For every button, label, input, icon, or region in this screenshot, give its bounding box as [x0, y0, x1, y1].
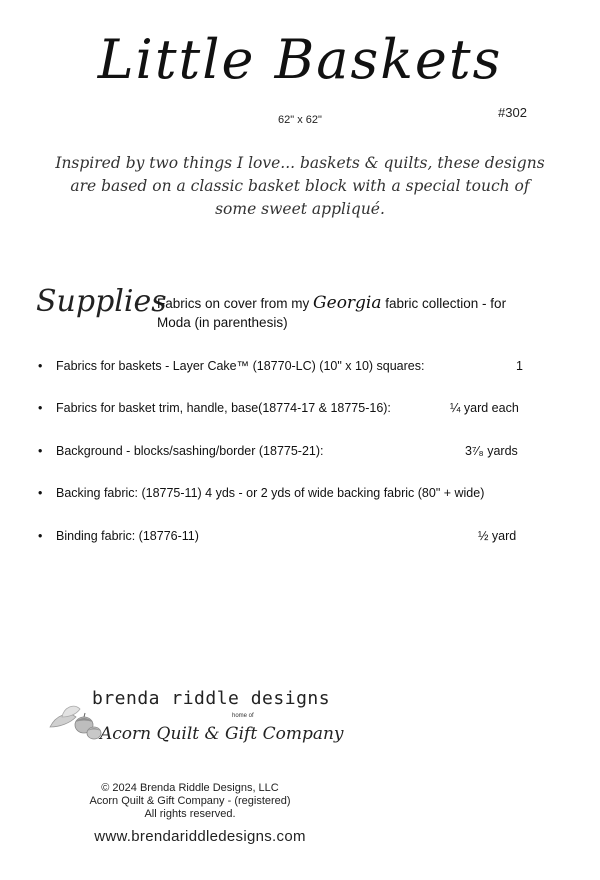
copyright-notice: [60, 782, 320, 821]
supply-text: Binding fabric: (18776-11): [56, 529, 199, 543]
supply-text: Backing fabric: (18775-11) 4 yds - or 2 yds of wide backing fabric (80" + wide): [56, 486, 485, 500]
home-of-label: home of: [232, 713, 254, 719]
quilt-size: 62" x 62": [278, 114, 322, 126]
supply-quantity: ½ yard: [478, 529, 517, 543]
supply-text: Fabrics for baskets - Layer Cake™ (18770-LC) (10" x 10) squares:: [56, 359, 425, 373]
brand-name: brenda riddle designs: [92, 688, 331, 709]
supplies-heading: Supplies: [36, 284, 167, 319]
company-name: Acorn Quilt & Gift Company: [100, 724, 344, 744]
website-link[interactable]: www.brendariddledesigns.com: [94, 828, 306, 845]
supply-text: Fabrics for basket trim, handle, base(18774-17 & 18775-16):: [56, 401, 391, 415]
supplies-desc-line-2: Moda (in parenthesis): [157, 315, 288, 330]
supply-item-trim: [38, 401, 578, 421]
collection-name: Georgia: [313, 293, 382, 313]
supply-quantity: 3⁷⁄₈ yards: [465, 444, 518, 458]
supplies-desc-suffix: fabric collection - for: [381, 296, 507, 311]
supply-text: Background - blocks/sashing/border (18775-21):: [56, 444, 324, 458]
supply-item-binding: [38, 529, 578, 549]
supplies-description: [157, 294, 557, 332]
copyright-line-2: Acorn Quilt & Gift Company - (registered): [89, 795, 291, 807]
copyright-line-1: © 2024 Brenda Riddle Designs, LLC: [101, 782, 279, 794]
intro-text: [50, 152, 550, 221]
copyright-line-3: All rights reserved.: [144, 808, 236, 820]
supply-item-background: [38, 444, 578, 464]
supplies-desc-line-1: [157, 294, 557, 313]
bullet: •: [38, 401, 43, 415]
bullet: •: [38, 486, 43, 500]
bullet: •: [38, 529, 43, 543]
intro-line-3: some sweet appliqué.: [215, 200, 385, 218]
pattern-number: #302: [498, 105, 527, 120]
bullet: •: [38, 444, 43, 458]
intro-line-2: are based on a classic basket block with a special touch of: [70, 177, 530, 195]
intro-line-1: Inspired by two things I love... baskets & quilts, these designs: [55, 154, 545, 172]
bullet: •: [38, 359, 43, 373]
supplies-desc-prefix: Fabrics on cover from my: [157, 296, 314, 311]
supply-item-backing: [38, 486, 578, 506]
supply-quantity: ¼ yard each: [450, 401, 519, 415]
pattern-title: Little Baskets: [97, 28, 503, 91]
supply-item-baskets: [38, 359, 578, 379]
supply-quantity: 1: [516, 359, 523, 373]
